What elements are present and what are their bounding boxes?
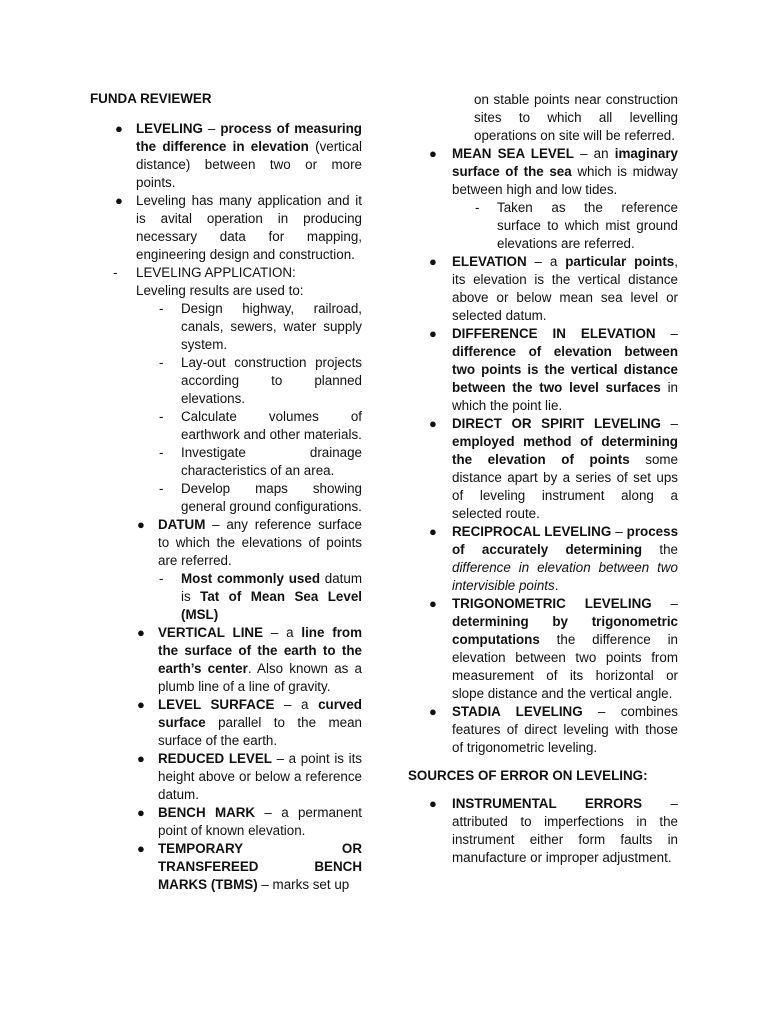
- definition-text: – combines features of direct leveling with those of trigonometric leveling.: [452, 704, 678, 755]
- section-heading: SOURCES OF ERROR ON LEVELING:: [408, 768, 648, 783]
- list-item: [429, 253, 678, 325]
- application-text: Investigate drainage characteristics of an area.: [181, 445, 362, 478]
- continued-text: [474, 91, 678, 145]
- list-item: [429, 595, 679, 703]
- paragraph-text: Leveling has many application and it is avital operation in producing necessary data for mapping, engineering design and construction.: [136, 193, 362, 262]
- bullet-icon: ●: [429, 704, 437, 719]
- term: LEVELING: [136, 121, 203, 136]
- term: DIRECT OR SPIRIT LEVELING: [452, 416, 661, 431]
- term: STADIA LEVELING: [452, 704, 583, 719]
- definition-bold: difference of elevation between two points is the vertical distance between the two level surfaces: [452, 344, 678, 395]
- dash-icon: -: [113, 265, 118, 280]
- bullet-icon: ●: [429, 796, 437, 811]
- list-item: [429, 325, 678, 415]
- bullet-icon: ●: [137, 517, 145, 532]
- page-title: FUNDA REVIEWER: [90, 91, 212, 106]
- bullet-icon: ●: [137, 805, 145, 820]
- bullet-icon: ●: [137, 625, 145, 640]
- list-item: [137, 696, 362, 750]
- bullet-icon: ●: [429, 326, 437, 341]
- list-item: [115, 192, 362, 264]
- term: DIFFERENCE IN ELEVATION: [452, 326, 656, 341]
- separator: –: [655, 326, 678, 341]
- list-item: [429, 795, 679, 867]
- definition-bold: line from the surface of the earth to the earth’s center: [158, 625, 362, 676]
- dash-icon: -: [159, 301, 164, 316]
- definition-text: – any reference surface to which the elevations of points are referred.: [158, 517, 362, 568]
- note-text: Taken as the reference surface to which mist ground elevations are referred.: [497, 200, 678, 251]
- separator: –: [611, 524, 627, 539]
- definition-bold: curved surface: [158, 697, 362, 730]
- list-item: [137, 804, 362, 840]
- term: BENCH MARK: [158, 805, 256, 820]
- paragraph-text: on stable points near construction sites to which all levelling operations on site will be referred.: [474, 92, 678, 143]
- separator: –: [651, 596, 679, 611]
- dash-icon: -: [159, 571, 164, 586]
- bullet-icon: ●: [429, 416, 437, 431]
- definition-text: in which the point lie.: [452, 380, 678, 413]
- sub-list-item: [159, 444, 362, 480]
- dash-icon: -: [159, 445, 164, 460]
- dash-icon: -: [475, 200, 480, 215]
- sub-list-item: [159, 408, 362, 444]
- definition-text: the difference in elevation between two points from measurement of its horizontal or slope distance and the vertical angle.: [452, 632, 678, 701]
- separator: – a: [274, 697, 319, 712]
- definition-bold: determining by trigonometric computations: [452, 614, 678, 647]
- list-item: [137, 516, 362, 570]
- list-item: [429, 145, 678, 199]
- bullet-icon: ●: [137, 697, 145, 712]
- term: DATUM: [158, 517, 206, 532]
- application-text: Calculate volumes of earthwork and other materials.: [181, 409, 362, 442]
- term: VERTICAL LINE: [158, 625, 264, 640]
- bullet-icon: ●: [137, 841, 145, 856]
- term: MEAN SEA LEVEL: [452, 146, 574, 161]
- dash-icon: -: [159, 481, 164, 496]
- right-column: [408, 91, 678, 867]
- note-bold: Tat of Mean Sea Level (MSL): [181, 589, 362, 622]
- definition-bold: imaginary surface of the sea: [452, 146, 678, 179]
- sub-list-item: [159, 570, 363, 624]
- separator: –: [660, 416, 678, 431]
- term: INSTRUMENTAL ERRORS: [452, 796, 643, 811]
- definition-text: – marks set up: [257, 877, 350, 892]
- definition-bold: process of measuring the difference in elevation: [136, 121, 362, 154]
- definition-bold: particular points: [565, 254, 675, 269]
- definition-text: parallel to the mean surface of the earth.: [158, 715, 362, 748]
- dash-icon: -: [159, 409, 164, 424]
- note-bold: Most commonly used: [181, 571, 321, 586]
- term: TEMPORARY OR TRANSFEREED BENCH MARKS (TBMS): [158, 841, 362, 892]
- term: TRIGONOMETRIC LEVELING: [452, 596, 652, 611]
- application-text: Design highway, railroad, canals, sewers, water supply system.: [181, 301, 362, 352]
- definition-text: , its elevation is the vertical distance above or below mean sea level or selected datum.: [452, 254, 678, 323]
- definition-text: – a permanent point of known elevation.: [158, 805, 362, 838]
- definition-text: which is midway between high and low tides.: [452, 164, 678, 197]
- definition-text: .: [554, 578, 559, 593]
- bullet-icon: ●: [429, 254, 437, 269]
- sub-list-item: [475, 199, 678, 253]
- bullet-icon: ●: [429, 596, 437, 611]
- bullet-icon: ●: [429, 146, 437, 161]
- separator: – a: [263, 625, 302, 640]
- term: LEVEL SURFACE: [158, 697, 275, 712]
- definition-text: – a point is its height above or below a reference datum.: [158, 751, 362, 802]
- list-item: [137, 624, 362, 696]
- bullet-icon: ●: [137, 751, 145, 766]
- term: RECIPROCAL LEVELING: [452, 524, 612, 539]
- definition-text: some distance apart by a series of set ups of leveling instrument along a selected route.: [452, 452, 678, 521]
- separator: – an: [573, 146, 615, 161]
- bullet-icon: ●: [115, 121, 123, 136]
- list-item: [115, 120, 362, 192]
- sub-list-item: [159, 480, 362, 516]
- application-text: Develop maps showing general ground configurations.: [181, 481, 362, 514]
- definition-bold: process of accurately determining: [452, 524, 679, 557]
- definition-bold: employed method of determining the elevation of points: [452, 434, 678, 467]
- application-text: Lay-out construction projects according to planned elevations.: [181, 355, 362, 406]
- sub-list-item: [159, 300, 362, 354]
- left-column: [90, 120, 362, 894]
- list-item: [137, 750, 362, 804]
- bullet-icon: ●: [429, 524, 437, 539]
- list-item: [137, 840, 362, 894]
- definition-text: (vertical distance) between two or more points.: [136, 139, 362, 190]
- bullet-icon: ●: [115, 193, 123, 208]
- separator: –: [202, 121, 221, 136]
- list-item: [429, 415, 678, 523]
- list-item: [429, 703, 678, 757]
- definition-text: – attributed to imperfections in the instrument either form faults in manufacture or improper adjustment.: [452, 796, 679, 865]
- list-item: [429, 523, 679, 595]
- note-text: datum is: [181, 571, 363, 604]
- separator: – a: [526, 254, 566, 269]
- definition-text: the: [642, 542, 678, 557]
- term: ELEVATION: [452, 254, 527, 269]
- section-heading: LEVELING APPLICATION:: [136, 265, 296, 280]
- section-subheading: Leveling results are used to:: [136, 283, 304, 298]
- definition-text: . Also known as a plumb line of a line of gravity.: [158, 661, 362, 694]
- definition-italic: difference in elevation between two intervisible points: [452, 560, 678, 593]
- dash-icon: -: [159, 355, 164, 370]
- sub-list-item: [159, 354, 362, 408]
- list-item: [113, 264, 362, 300]
- term: REDUCED LEVEL: [158, 751, 272, 766]
